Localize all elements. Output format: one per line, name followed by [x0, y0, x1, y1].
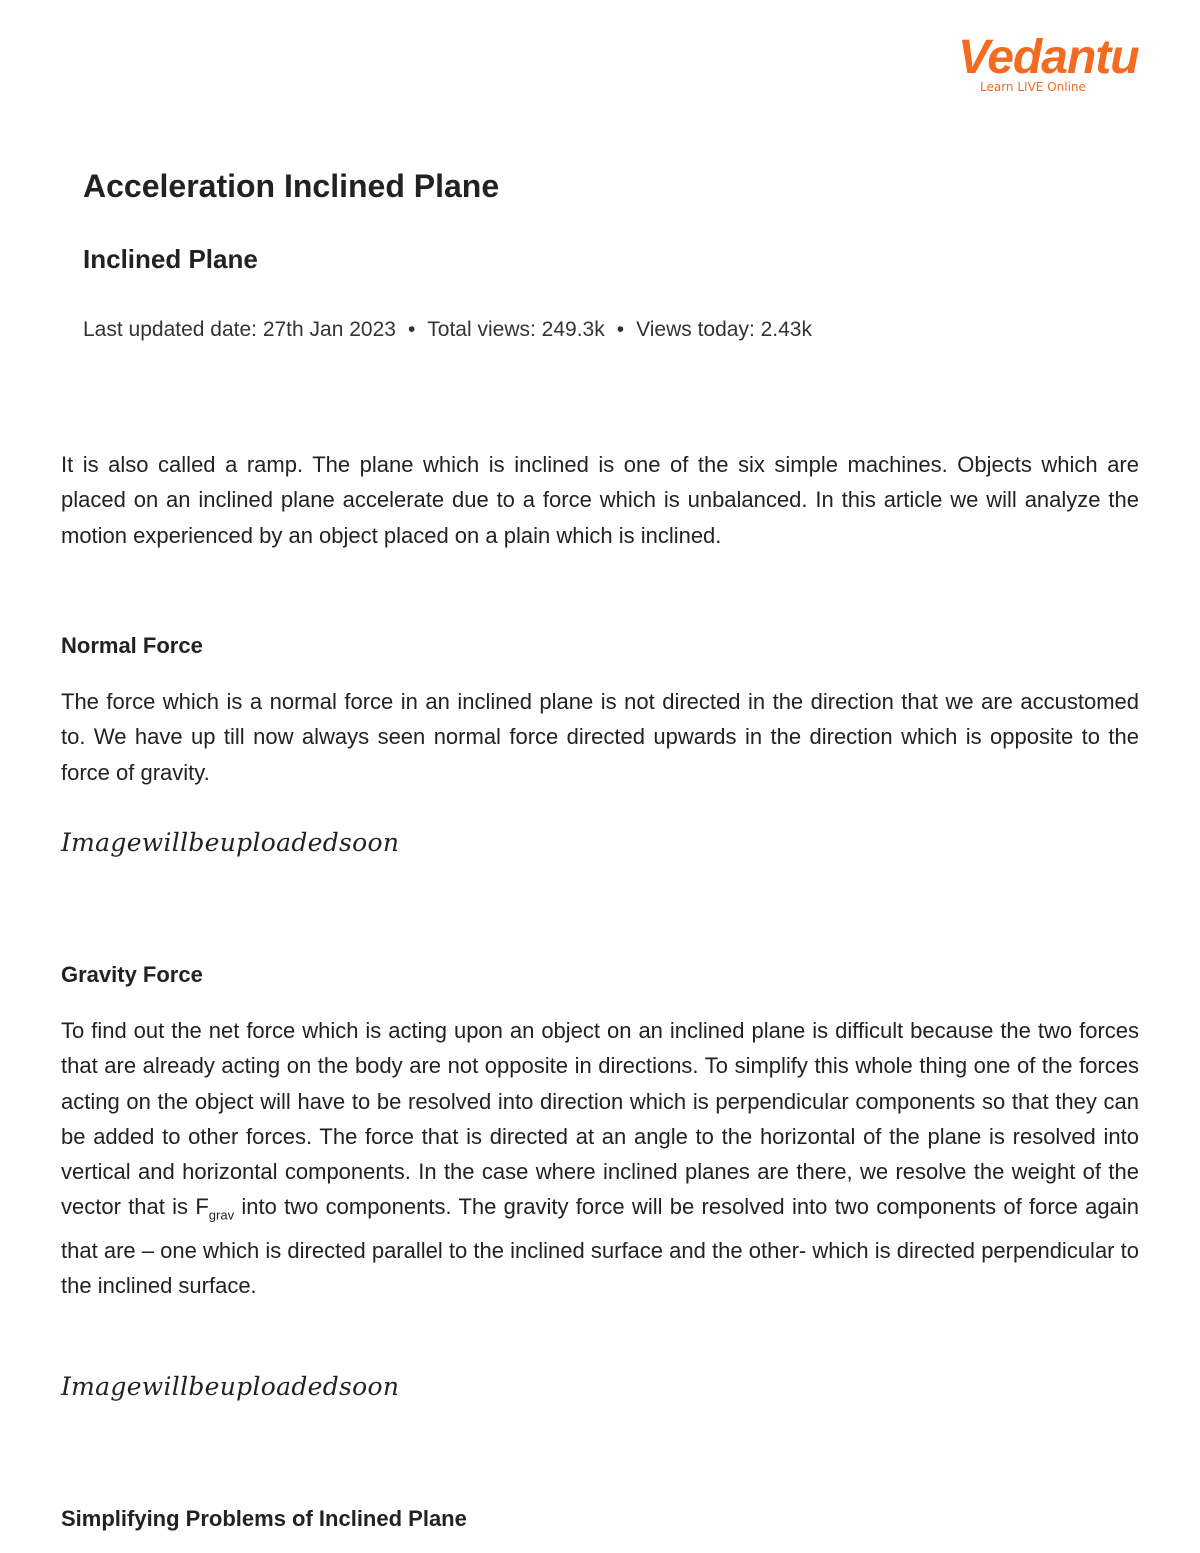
logo-tagline: Learn LIVE Online: [980, 80, 1086, 94]
gravity-force-paragraph: [61, 1013, 1139, 1304]
normal-force-paragraph: The force which is a normal force in an inclined plane is not directed in the direction that we are accustomed to. We have up till now always seen normal force directed upwards in the direction which is opposite to the force of gravity.: [61, 689, 1139, 785]
gravity-text-before: To find out the net force which is acting upon an object on an inclined plane is difficult because the two forces that are already acting on the body are not opposite in directions. To simplify this whole thing one of the forces acting on the object will have to be resolved into direction which is perpendicular components so that they can be added to other forces. The force that is directed at an angle to the horizontal of the plane is resolved into vertical and horizontal components. In the case where inclined planes are there, we resolve the weight of the vector that is F: [61, 1018, 1139, 1220]
section-heading-gravity-force: Gravity Force: [61, 962, 203, 987]
article-meta: [83, 318, 812, 342]
section-heading-normal-force: Normal Force: [61, 633, 203, 658]
last-updated: Last updated date: 27th Jan 2023: [83, 318, 396, 341]
logo-wordmark: Vedantu: [958, 31, 1139, 84]
page-subtitle: Inclined Plane: [83, 244, 258, 274]
page-title: Acceleration Inclined Plane: [83, 168, 500, 204]
total-views: Total views: 249.3k: [427, 318, 605, 341]
views-today: Views today: 2.43k: [636, 318, 812, 341]
meta-separator: •: [616, 318, 625, 341]
grav-subscript: grav: [208, 1207, 235, 1223]
vedantu-logo[interactable]: [958, 30, 1139, 94]
meta-separator: •: [407, 318, 416, 341]
intro-paragraph: It is also called a ramp. The plane which is inclined is one of the six simple machines. Objects which are placed on an inclined plane accelerate due to a force which is unbalanced. In this article we will analyze the motion experienced by an object placed on a plain which is inclined.: [61, 452, 1139, 548]
section-heading-simplifying: Simplifying Problems of Inclined Plane: [61, 1506, 467, 1531]
image-placeholder: Imagewillbeuploadedsoon: [61, 1372, 400, 1401]
image-placeholder: Imagewillbeuploadedsoon: [61, 828, 400, 857]
gravity-text-after: into two components. The gravity force will be resolved into two components of force again that are – one which is directed parallel to the inclined surface and the other- which is directed perpendicular to the inclined surface.: [61, 1194, 1139, 1299]
